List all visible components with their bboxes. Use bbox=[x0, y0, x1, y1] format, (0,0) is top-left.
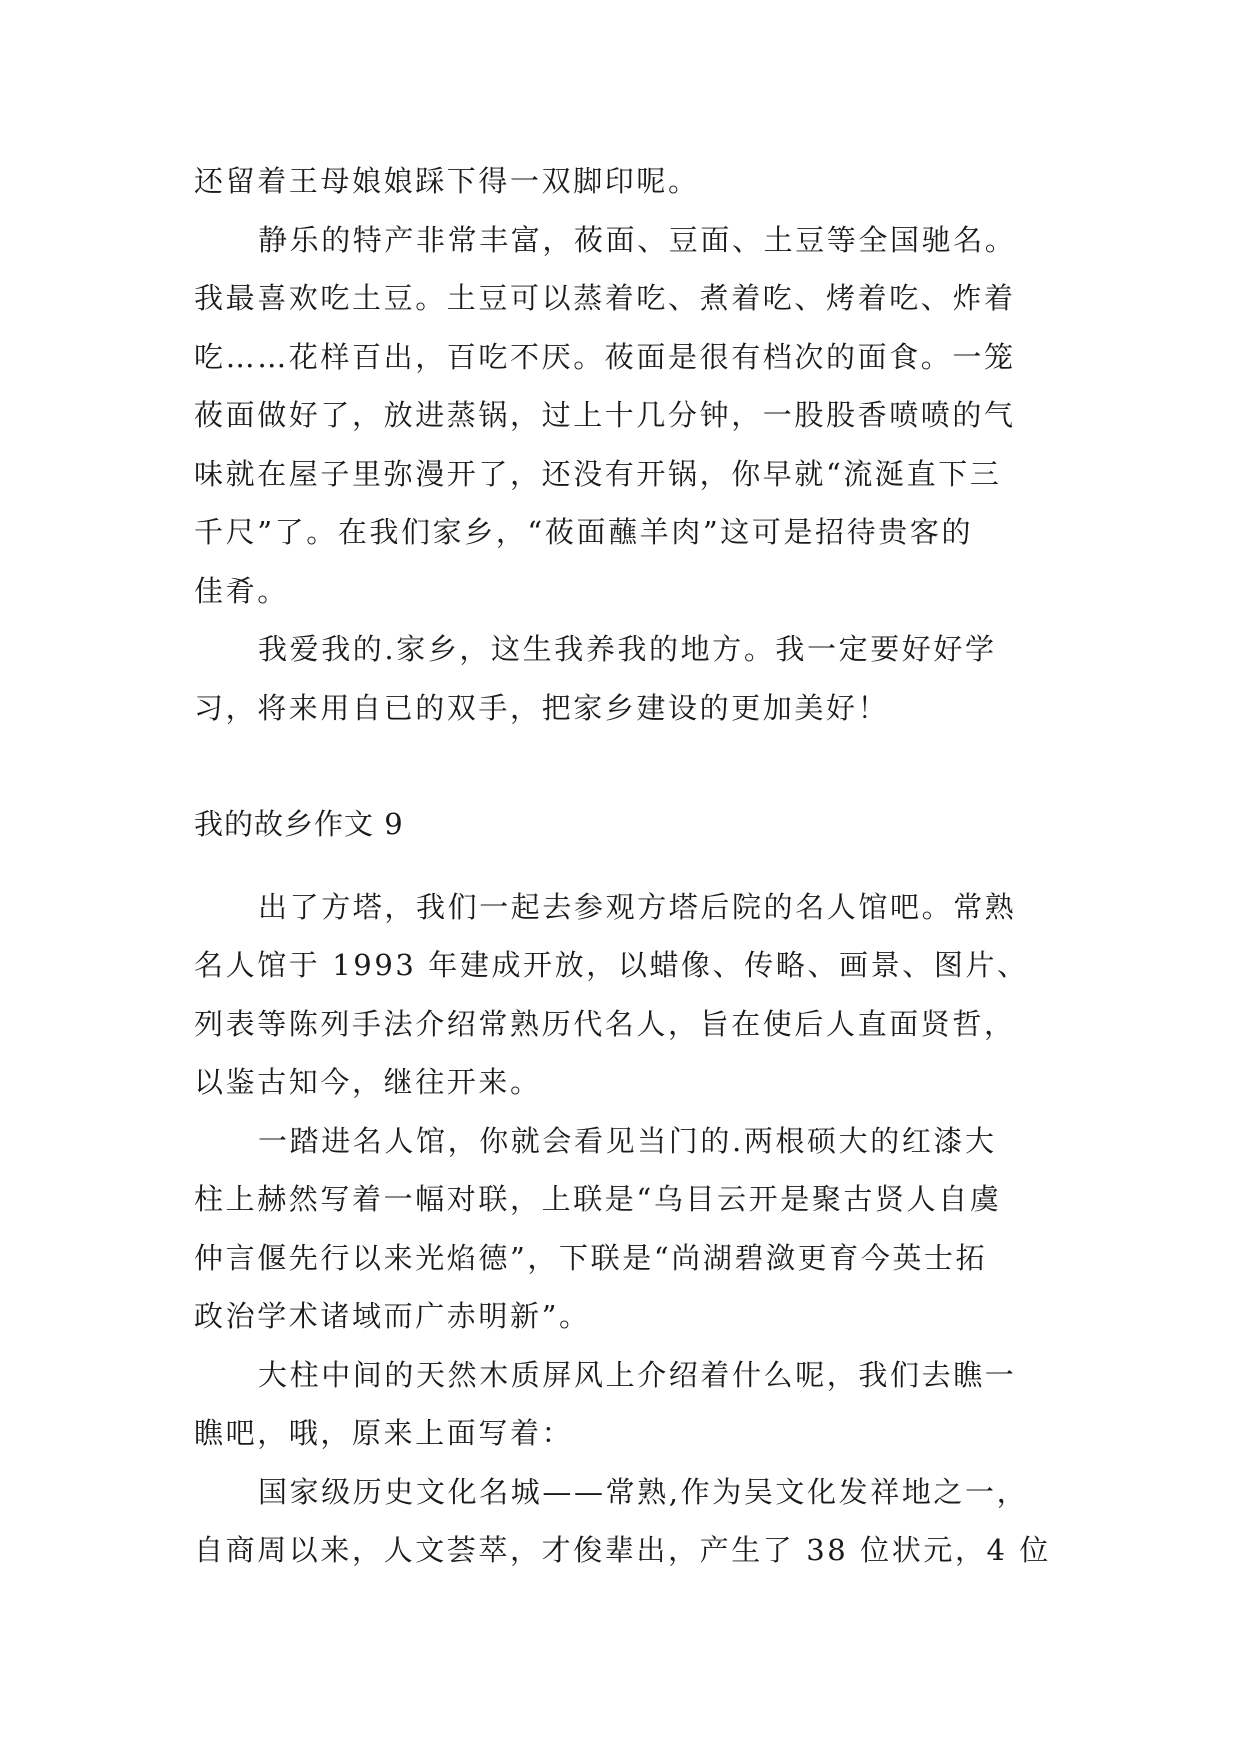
text-line: 自商周以来，人文荟萃，才俊辈出，产生了 38 位状元，4 位 bbox=[194, 1533, 1052, 1568]
text-line: 吃……花样百出，百吃不厌。莜面是很有档次的面食。一笼 bbox=[194, 339, 1016, 374]
text-line: 味就在屋子里弥漫开了，还没有开锅，你早就“流涎直下三 bbox=[194, 456, 1002, 491]
text-line: 我爱我的.家乡，这生我养我的地方。我一定要好好学 bbox=[258, 632, 997, 666]
paragraph bbox=[194, 152, 1054, 211]
text-line: 一踏进名人馆，你就会看见当门的.两根硕大的红漆大 bbox=[258, 1123, 997, 1158]
text-line: 莜面做好了，放进蒸锅，过上十几分钟，一股股香喷喷的气 bbox=[194, 398, 1016, 432]
text-line: 大柱中间的天然木质屏风上介绍着什么呢，我们去瞧一 bbox=[258, 1357, 1017, 1392]
text-line: 仲言偃先行以来光焰德”，下联是“尚湖碧潋更育今英士拓 bbox=[194, 1240, 988, 1275]
text-line: 还留着王母娘娘踩下得一双脚印呢。 bbox=[194, 164, 700, 198]
text-line: 千尺”了。在我们家乡，“莜面蘸羊肉”这可是招待贵客的 bbox=[194, 515, 974, 549]
paragraph bbox=[194, 1346, 1054, 1463]
document-page bbox=[194, 152, 1054, 1580]
text-line: 柱上赫然写着一幅对联，上联是“乌目云开是聚古贤人自虞 bbox=[194, 1182, 1002, 1217]
text-line: 瞧吧，哦，原来上面写着： bbox=[194, 1416, 574, 1451]
text-line: 佳肴。 bbox=[194, 573, 289, 608]
text-line: 名人馆于 1993 年建成开放，以蜡像、传略、画景、图片、 bbox=[194, 948, 1029, 983]
paragraph bbox=[194, 211, 1054, 621]
text-line: 出了方塔，我们一起去参观方塔后院的名人馆吧。常熟 bbox=[258, 889, 1017, 924]
text-line: 习，将来用自已的双手，把家乡建设的更加美好！ bbox=[194, 690, 890, 725]
paragraph bbox=[194, 1112, 1054, 1346]
text-line: 国家级历史文化名城——常熟,作为吴文化发祥地之一， bbox=[258, 1474, 1029, 1509]
paragraph bbox=[194, 1463, 1054, 1580]
text-line: 政治学术诸域而广赤明新”。 bbox=[194, 1299, 591, 1334]
text-line: 列表等陈列手法介绍常熟历代名人，旨在使后人直面贤哲， bbox=[194, 1006, 1016, 1041]
section-heading: 我的故乡作文 9 bbox=[194, 807, 404, 841]
paragraph bbox=[194, 620, 1054, 737]
text-line: 我最喜欢吃土豆。土豆可以蒸着吃、煮着吃、烤着吃、炸着 bbox=[194, 281, 1016, 315]
text-line: 静乐的特产非常丰富，莜面、豆面、土豆等全国驰名。 bbox=[258, 222, 1017, 257]
text-line: 以鉴古知今，继往开来。 bbox=[194, 1065, 542, 1100]
paragraph bbox=[194, 878, 1054, 1112]
